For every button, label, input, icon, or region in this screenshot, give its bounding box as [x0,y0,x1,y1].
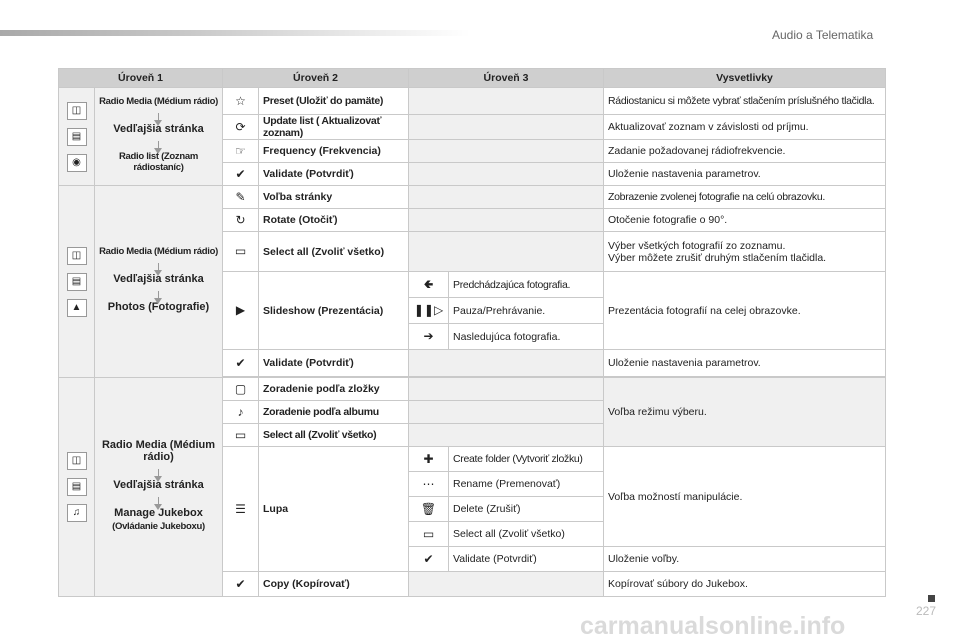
pause-play-icon: ❚❚▷ [409,298,449,324]
sub-create-folder: Create folder (Vytvoriť zložku) [449,447,604,472]
level2-validate-photos: Validate (Potvrdiť) [259,350,409,377]
level2-frequency: Frequency (Frekvencia) [259,140,409,163]
page-marker [928,595,935,602]
level2-lupa: Lupa [259,447,409,572]
trash-icon: 🗑 [409,497,449,522]
level2-validate: Validate (Potvrdiť) [259,163,409,186]
select-all-icon: ▭ [223,232,259,272]
select-all-icon: ▭ [409,522,449,547]
arrow-icon [158,497,159,505]
slideshow-icon: ▶ [223,272,259,350]
level2-sort-folder: Zoradenie podľa zložky [259,378,409,401]
legend-validate-photos: Uloženie nastavenia parametrov. [604,350,886,377]
legend-lupa: Voľba možností manipulácie. [604,447,886,547]
level2-page-select: Voľba stránky [259,186,409,209]
radio-media-icon: ◫ [67,452,87,470]
col-header-level2: Úroveň 2 [223,69,409,88]
sub-validate: Validate (Potvrdiť) [449,547,604,572]
legend-validate: Uloženie nastavenia parametrov. [604,163,886,186]
check-icon: ✔ [223,163,259,186]
group1-icons [59,88,95,186]
radio-media-icon: ◫ [67,247,87,265]
level2-select-all-jukebox: Select all (Zvoliť všetko) [259,424,409,447]
header-bar [0,30,470,36]
rename-icon: ⋯ [409,472,449,497]
col-header-legend: Vysvetlivky [604,69,886,88]
sort-album-icon: ♪ [223,401,259,424]
check-icon: ✔ [223,572,259,597]
sub-select-all: Select all (Zvoliť všetko) [449,522,604,547]
sub-next: Nasledujúca fotografia. [449,324,604,350]
col-header-level3: Úroveň 3 [409,69,604,88]
legend-rotate: Otočenie fotografie o 90°. [604,209,886,232]
page-select-icon: ✎ [223,186,259,209]
previous-icon: 🢀 [409,272,449,298]
radio-media-icon: ◫ [67,102,87,120]
check-icon: ✔ [409,547,449,572]
level2-rotate: Rotate (Otočiť) [259,209,409,232]
group3-level1: Radio Media (Médium rádio) Vedľajšia stránka Manage Jukebox (Ovládanie Jukeboxu) [95,378,223,597]
legend-sort: Voľba režimu výberu. [604,378,886,447]
check-icon: ✔ [223,350,259,377]
group2-level1: Radio Media (Médium rádio) Vedľajšia stránka Photos (Fotografie) [95,186,223,378]
refresh-icon: ⟳ [223,115,259,140]
level2-preset: Preset (Uložiť do pamäte) [259,88,409,115]
menu-table [58,68,886,597]
select-all-icon: ▭ [223,424,259,447]
section-title: Audio a Telematika [772,28,874,42]
secondary-page-icon: ▤ [67,478,87,496]
legend-validate-lupa: Uloženie voľby. [604,547,886,572]
radio-list-icon: ◉ [67,154,87,172]
col-header-level1: Úroveň 1 [59,69,223,88]
level2-sort-album: Zoradenie podľa albumu [259,401,409,424]
arrow-icon [158,113,159,121]
legend-select-all: Výber všetkých fotografií zo zoznamu. Výber môžete zrušiť druhým stlačením tlačidla. [604,232,886,272]
legend-slideshow: Prezentácia fotografií na celej obrazovke. [604,272,886,350]
level2-slideshow: Slideshow (Prezentácia) [259,272,409,350]
group2-icons [59,186,95,378]
rotate-icon: ↻ [223,209,259,232]
level2-copy: Copy (Kopírovať) [259,572,409,597]
photos-icon: ▲ [67,299,87,317]
legend-copy: Kopírovať súbory do Jukebox. [604,572,886,597]
page-number: 227 [916,604,937,618]
legend-page-select: Zobrazenie zvolenej fotografie na celú obrazovku. [604,186,886,209]
group1-level1: Radio Media (Médium rádio) Vedľajšia stránka Radio list (Zoznam rádiostaníc) [95,88,223,186]
watermark: carmanualsonline.info [580,612,846,640]
arrow-icon [158,469,159,477]
sub-rename: Rename (Premenovať) [449,472,604,497]
sub-previous: Predchádzajúca fotografia. [449,272,604,298]
create-folder-icon: ✚ [409,447,449,472]
arrow-icon [158,141,159,149]
secondary-page-icon: ▤ [67,128,87,146]
legend-preset: Rádiostanicu si môžete vybrať stlačením príslušného tlačidla. [604,88,886,115]
secondary-page-icon: ▤ [67,273,87,291]
next-icon: ➔ [409,324,449,350]
legend-update-list: Aktualizovať zoznam v závislosti od príjmu. [604,115,886,140]
group3-icons [59,378,95,597]
sub-delete: Delete (Zrušiť) [449,497,604,522]
sort-folder-icon: ▢ [223,378,259,401]
lupa-icon: ☰ [223,447,259,572]
arrow-icon [158,263,159,271]
frequency-icon: ☞ [223,140,259,163]
preset-icon: ☆ [223,88,259,115]
arrow-icon [158,291,159,299]
jukebox-icon: ♫ [67,504,87,522]
level2-update-list: Update list ( Aktualizovať zoznam) [259,115,409,140]
legend-frequency: Zadanie požadovanej rádiofrekvencie. [604,140,886,163]
sub-pause-play: Pauza/Prehrávanie. [449,298,604,324]
level2-select-all: Select all (Zvoliť všetko) [259,232,409,272]
